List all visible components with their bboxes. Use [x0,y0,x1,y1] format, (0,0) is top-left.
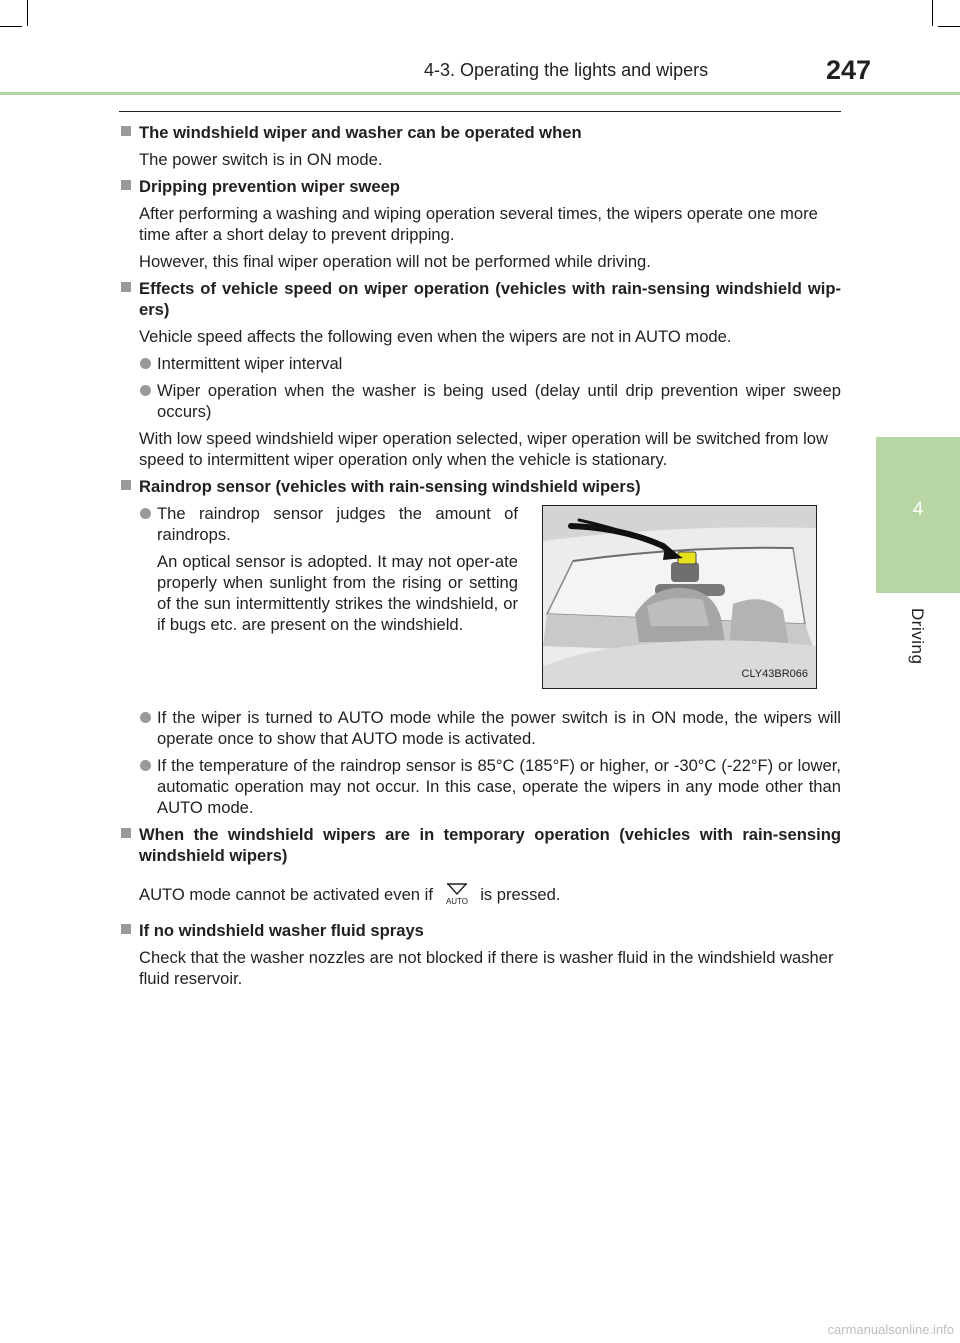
windshield-interior-illustration [543,506,816,688]
section-heading: When the windshield wipers are in temporary operation (vehicles with rain-sensing windshield wipers) [119,824,841,866]
round-bullet-icon [140,760,151,771]
header-rule [0,92,960,95]
watermark: carmanualsonline.info [827,1322,954,1337]
wiper-auto-icon [442,880,472,906]
round-bullet-icon [140,385,151,396]
round-bullet-icon [140,358,151,369]
section-heading: Dripping prevention wiper sweep [119,176,841,197]
list-item: The raindrop sensor judges the amount of raindrops. [119,503,518,545]
paragraph: An optical sensor is adopted. It may not oper-ate properly when sunlight from the rising or setting of the sun intermittently strikes the windshield, or if bugs etc. are present on the windshield. [157,552,518,634]
list-item: If the wiper is turned to AUTO mode while the power switch is in ON mode, the wipers will operate once to show that AUTO mode is activated. [119,707,841,749]
crop-mark [0,26,22,27]
list-item: Wiper operation when the washer is being used (delay until drip prevention wiper sweep occurs) [119,380,841,422]
svg-text:AUTO: AUTO [445,897,468,906]
square-bullet-icon [121,480,131,490]
square-bullet-icon [121,828,131,838]
round-bullet-icon [140,712,151,723]
paragraph: The power switch is in ON mode. [139,150,383,169]
crop-mark [932,0,933,26]
section-title: 4-3. Operating the lights and wipers [424,60,709,80]
round-bullet-icon [140,508,151,519]
chapter-label: Driving [908,608,927,665]
square-bullet-icon [121,126,131,136]
square-bullet-icon [121,180,131,190]
raindrop-sensor-text [119,503,518,635]
square-bullet-icon [121,924,131,934]
chapter-number: 4 [912,499,924,520]
raindrop-sensor-illustration [542,505,817,689]
main-content [119,122,841,995]
crop-mark [938,26,960,27]
paragraph: Check that the washer nozzles are not blocked if there is washer fluid in the windshield washer fluid reservoir. [139,948,834,988]
content-rule [119,111,841,112]
paragraph: With low speed windshield wiper operation selected, wiper operation will be switched from low speed to intermittent wiper operation only when the vehicle is stationary. [139,429,828,469]
section-heading: Effects of vehicle speed on wiper operation (vehicles with rain-sensing windshield wip-ers) [119,278,841,320]
crop-mark [27,0,28,26]
page-number: 247 [826,55,872,85]
paragraph: Vehicle speed affects the following even when the wipers are not in AUTO mode. [139,327,732,346]
paragraph: AUTO mode cannot be activated even if AUTO is pressed. [119,880,841,906]
section-heading: If no windshield washer fluid sprays [119,920,841,941]
list-item: If the temperature of the raindrop sensor is 85°C (185°F) or higher, or -30°C (-22°F) or lower, automatic operation may not occur. In this case, operate the wipers in any mode other than AUTO mode. [119,755,841,818]
paragraph: After performing a washing and wiping operation several times, the wipers operate one more time after a short delay to prevent dripping. [139,204,818,244]
list-item: Intermittent wiper interval [119,353,841,374]
raindrop-sensor-block [119,503,841,699]
section-heading: Raindrop sensor (vehicles with rain-sensing windshield wipers) [119,476,841,497]
figure-code: CLY43BR066 [741,668,808,680]
paragraph: However, this final wiper operation will not be performed while driving. [139,252,651,271]
square-bullet-icon [121,282,131,292]
section-heading: The windshield wiper and washer can be operated when [119,122,841,143]
chapter-tab[interactable] [876,437,960,593]
